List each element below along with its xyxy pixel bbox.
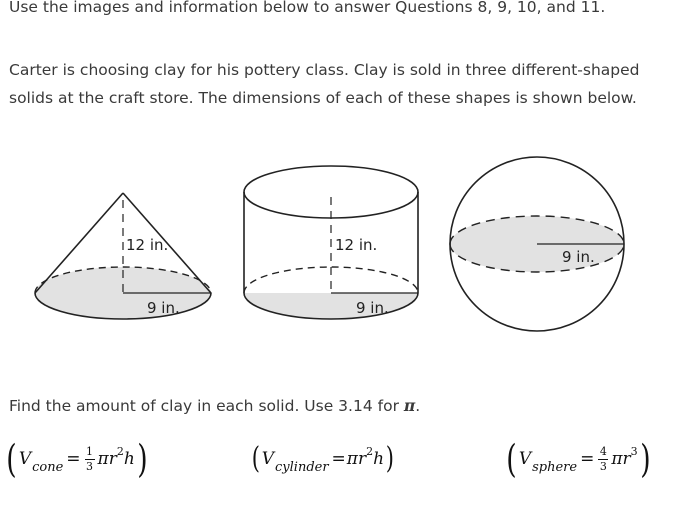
cone-subscript: cone: [32, 459, 64, 475]
open-paren: (: [6, 437, 17, 481]
sphere-volume-formula: [504, 437, 652, 481]
cylinder-figure: [244, 166, 418, 319]
cylinder-equals: =: [331, 449, 346, 469]
close-paren: ): [639, 437, 651, 481]
cone-fraction: [85, 446, 95, 473]
cone-h: h: [123, 449, 135, 469]
cylinder-radius-label: 9 in.: [356, 299, 389, 317]
close-paren: ): [385, 441, 395, 476]
cone-denominator: 3: [86, 459, 94, 473]
cylinder-v: V: [261, 449, 274, 469]
sphere-denominator: 3: [599, 459, 607, 473]
cone-pi-r: πr: [97, 449, 117, 469]
sphere-subscript: sphere: [532, 459, 578, 475]
cylinder-subscript: cylinder: [275, 459, 329, 475]
problem-line-2: solids at the craft store. The dimensions of each of these shapes is shown below.: [9, 89, 637, 107]
open-paren: (: [251, 441, 260, 476]
sphere-radius-label: 9 in.: [562, 248, 595, 266]
instruction-period: .: [415, 397, 421, 415]
cylinder-exponent: 2: [366, 444, 374, 458]
cone-volume-formula: [4, 437, 150, 481]
cylinder-h: h: [373, 449, 385, 469]
sphere-exponent: 3: [630, 444, 638, 458]
sphere-equals: =: [580, 449, 595, 469]
cone-figure: [35, 193, 211, 319]
header-text: Use the images and information below to answer Questions 8, 9, 10, and 11.: [9, 0, 606, 16]
cone-numerator: 1: [86, 444, 94, 458]
cylinder-volume-formula: [250, 440, 396, 478]
sphere-fraction: [598, 446, 608, 473]
instruction-text: [9, 396, 420, 416]
cone-radius-label: 9 in.: [147, 299, 180, 317]
cone-height-label: 12 in.: [126, 236, 169, 254]
cone-equals: =: [66, 449, 81, 469]
sphere-numerator: 4: [599, 444, 607, 458]
solids-figure: [0, 150, 676, 340]
problem-line-1: Carter is choosing clay for his pottery class. Clay is sold in three different-shaped: [9, 61, 640, 79]
sphere-v: V: [518, 449, 532, 469]
cone-v: V: [18, 449, 32, 469]
sphere-pi-r: πr: [611, 449, 631, 469]
cone-exponent: 2: [116, 444, 124, 458]
open-paren: (: [506, 437, 517, 481]
sphere-figure: [450, 157, 624, 331]
close-paren: ): [137, 437, 148, 481]
instruction-main: Find the amount of clay in each solid. Use 3.14 for: [9, 397, 399, 415]
cylinder-pi-r: πr: [346, 449, 367, 469]
instruction-pi: π: [403, 396, 416, 415]
cylinder-height-label: 12 in.: [335, 236, 378, 254]
